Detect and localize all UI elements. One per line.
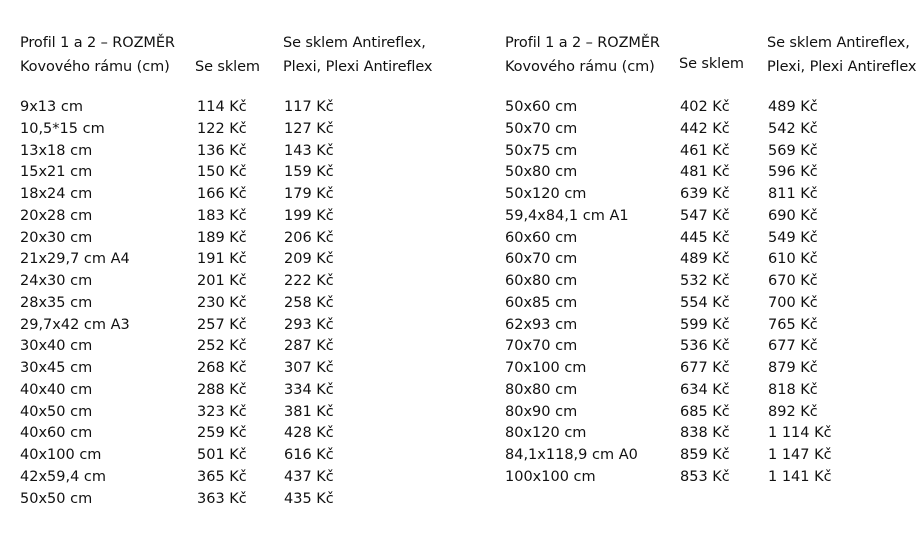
size-cell: 24x30 cm xyxy=(20,273,93,289)
anti-price-cell: 179 Kč xyxy=(284,186,334,202)
anti-price-cell: 765 Kč xyxy=(768,316,818,333)
glass-price-cell: 461 Kč xyxy=(680,142,730,159)
glass-price-cell: 252 Kč xyxy=(197,338,247,355)
size-cell: 40x40 cm xyxy=(20,381,93,398)
header-glass: Se sklem xyxy=(195,59,260,75)
glass-price-cell: 445 Kč xyxy=(680,229,730,246)
anti-price-cell: 206 Kč xyxy=(284,229,334,246)
anti-price-cell: 199 Kč xyxy=(284,207,334,224)
anti-price-cell: 879 Kč xyxy=(768,360,818,376)
anti-price-cell: 1 147 Kč xyxy=(768,447,832,463)
glass-price-cell: 532 Kč xyxy=(680,273,730,289)
glass-price-cell: 183 Kč xyxy=(197,207,247,224)
glass-price-cell: 685 Kč xyxy=(680,403,730,420)
anti-price-cell: 293 Kč xyxy=(284,316,334,333)
anti-price-cell: 811 Kč xyxy=(768,186,818,202)
glass-price-cell: 489 Kč xyxy=(680,251,730,268)
size-cell: 18x24 cm xyxy=(20,186,93,202)
anti-price-cell: 892 Kč xyxy=(768,403,818,420)
glass-price-cell: 554 Kč xyxy=(680,294,730,311)
size-cell: 28x35 cm xyxy=(20,294,93,311)
size-cell: 42x59,4 cm xyxy=(20,468,107,485)
anti-price-cell: 569 Kč xyxy=(768,142,818,159)
size-cell: 50x75 cm xyxy=(505,142,578,159)
anti-price-cell: 670 Kč xyxy=(768,273,818,289)
glass-price-cell: 166 Kč xyxy=(197,186,247,202)
header-anti-line2: Plexi, Plexi Antireflex xyxy=(283,59,433,75)
header-size-line2: Kovového rámu (cm) xyxy=(505,59,655,75)
anti-price-cell: 222 Kč xyxy=(284,273,334,289)
anti-price-cell: 1 141 Kč xyxy=(768,468,832,485)
header-anti-line1: Se sklem Antireflex, xyxy=(767,35,910,51)
glass-price-cell: 363 Kč xyxy=(197,490,247,507)
size-cell: 80x80 cm xyxy=(505,381,578,398)
glass-price-cell: 677 Kč xyxy=(680,360,730,376)
size-cell: 9x13 cm xyxy=(20,99,83,115)
size-cell: 40x100 cm xyxy=(20,447,102,463)
glass-price-cell: 114 Kč xyxy=(197,99,247,115)
glass-price-cell: 365 Kč xyxy=(197,468,247,485)
glass-price-cell: 402 Kč xyxy=(680,99,730,115)
anti-price-cell: 677 Kč xyxy=(768,338,818,355)
size-cell: 50x80 cm xyxy=(505,164,578,181)
glass-price-cell: 501 Kč xyxy=(197,447,247,463)
glass-price-cell: 189 Kč xyxy=(197,229,247,246)
size-cell: 30x45 cm xyxy=(20,360,93,376)
size-cell: 50x120 cm xyxy=(505,186,587,202)
anti-price-cell: 616 Kč xyxy=(284,447,334,463)
size-cell: 10,5*15 cm xyxy=(20,120,105,137)
header-glass: Se sklem xyxy=(679,56,744,72)
anti-price-cell: 690 Kč xyxy=(768,207,818,224)
size-cell: 40x50 cm xyxy=(20,403,93,420)
size-cell: 40x60 cm xyxy=(20,425,93,442)
glass-price-cell: 323 Kč xyxy=(197,403,247,420)
size-cell: 50x50 cm xyxy=(20,490,93,507)
size-cell: 60x80 cm xyxy=(505,273,578,289)
size-cell: 60x60 cm xyxy=(505,229,578,246)
glass-price-cell: 442 Kč xyxy=(680,120,730,137)
header-anti-line1: Se sklem Antireflex, xyxy=(283,35,426,51)
size-cell: 20x30 cm xyxy=(20,229,93,246)
anti-price-cell: 428 Kč xyxy=(284,425,334,442)
size-cell: 60x85 cm xyxy=(505,294,578,311)
anti-price-cell: 209 Kč xyxy=(284,251,334,268)
size-cell: 100x100 cm xyxy=(505,468,596,485)
glass-price-cell: 547 Kč xyxy=(680,207,730,224)
anti-price-cell: 159 Kč xyxy=(284,164,334,181)
size-cell: 30x40 cm xyxy=(20,338,93,355)
glass-price-cell: 268 Kč xyxy=(197,360,247,376)
anti-price-cell: 435 Kč xyxy=(284,490,334,507)
anti-price-cell: 549 Kč xyxy=(768,229,818,246)
glass-price-cell: 122 Kč xyxy=(197,120,247,137)
size-cell: 50x70 cm xyxy=(505,120,578,137)
size-cell: 29,7x42 cm A3 xyxy=(20,316,130,333)
glass-price-cell: 259 Kč xyxy=(197,425,247,442)
anti-price-cell: 143 Kč xyxy=(284,142,334,159)
anti-price-cell: 307 Kč xyxy=(284,360,334,376)
glass-price-cell: 634 Kč xyxy=(680,381,730,398)
size-cell: 70x70 cm xyxy=(505,338,578,355)
anti-price-cell: 1 114 Kč xyxy=(768,425,832,442)
header-anti-line2: Plexi, Plexi Antireflex xyxy=(767,59,917,75)
glass-price-cell: 288 Kč xyxy=(197,381,247,398)
glass-price-cell: 639 Kč xyxy=(680,186,730,202)
glass-price-cell: 257 Kč xyxy=(197,316,247,333)
size-cell: 50x60 cm xyxy=(505,99,578,115)
glass-price-cell: 853 Kč xyxy=(680,468,730,485)
anti-price-cell: 542 Kč xyxy=(768,120,818,137)
size-cell: 13x18 cm xyxy=(20,142,93,159)
size-cell: 80x90 cm xyxy=(505,403,578,420)
glass-price-cell: 191 Kč xyxy=(197,251,247,268)
anti-price-cell: 117 Kč xyxy=(284,99,334,115)
header-size-line1: Profil 1 a 2 – ROZMĚR xyxy=(20,35,175,51)
anti-price-cell: 287 Kč xyxy=(284,338,334,355)
anti-price-cell: 596 Kč xyxy=(768,164,818,181)
size-cell: 60x70 cm xyxy=(505,251,578,268)
glass-price-cell: 838 Kč xyxy=(680,425,730,442)
glass-price-cell: 599 Kč xyxy=(680,316,730,333)
anti-price-cell: 818 Kč xyxy=(768,381,818,398)
glass-price-cell: 536 Kč xyxy=(680,338,730,355)
glass-price-cell: 230 Kč xyxy=(197,294,247,311)
glass-price-cell: 481 Kč xyxy=(680,164,730,181)
glass-price-cell: 201 Kč xyxy=(197,273,247,289)
glass-price-cell: 136 Kč xyxy=(197,142,247,159)
anti-price-cell: 334 Kč xyxy=(284,381,334,398)
size-cell: 59,4x84,1 cm A1 xyxy=(505,207,629,224)
size-cell: 62x93 cm xyxy=(505,316,578,333)
glass-price-cell: 150 Kč xyxy=(197,164,247,181)
anti-price-cell: 127 Kč xyxy=(284,120,334,137)
size-cell: 21x29,7 cm A4 xyxy=(20,251,130,268)
glass-price-cell: 859 Kč xyxy=(680,447,730,463)
size-cell: 70x100 cm xyxy=(505,360,587,376)
anti-price-cell: 381 Kč xyxy=(284,403,334,420)
header-size-line2: Kovového rámu (cm) xyxy=(20,59,170,75)
header-size-line1: Profil 1 a 2 – ROZMĚR xyxy=(505,35,660,51)
anti-price-cell: 258 Kč xyxy=(284,294,334,311)
size-cell: 80x120 cm xyxy=(505,425,587,442)
anti-price-cell: 489 Kč xyxy=(768,99,818,115)
size-cell: 15x21 cm xyxy=(20,164,93,181)
size-cell: 20x28 cm xyxy=(20,207,93,224)
anti-price-cell: 700 Kč xyxy=(768,294,818,311)
size-cell: 84,1x118,9 cm A0 xyxy=(505,447,638,463)
anti-price-cell: 437 Kč xyxy=(284,468,334,485)
anti-price-cell: 610 Kč xyxy=(768,251,818,268)
